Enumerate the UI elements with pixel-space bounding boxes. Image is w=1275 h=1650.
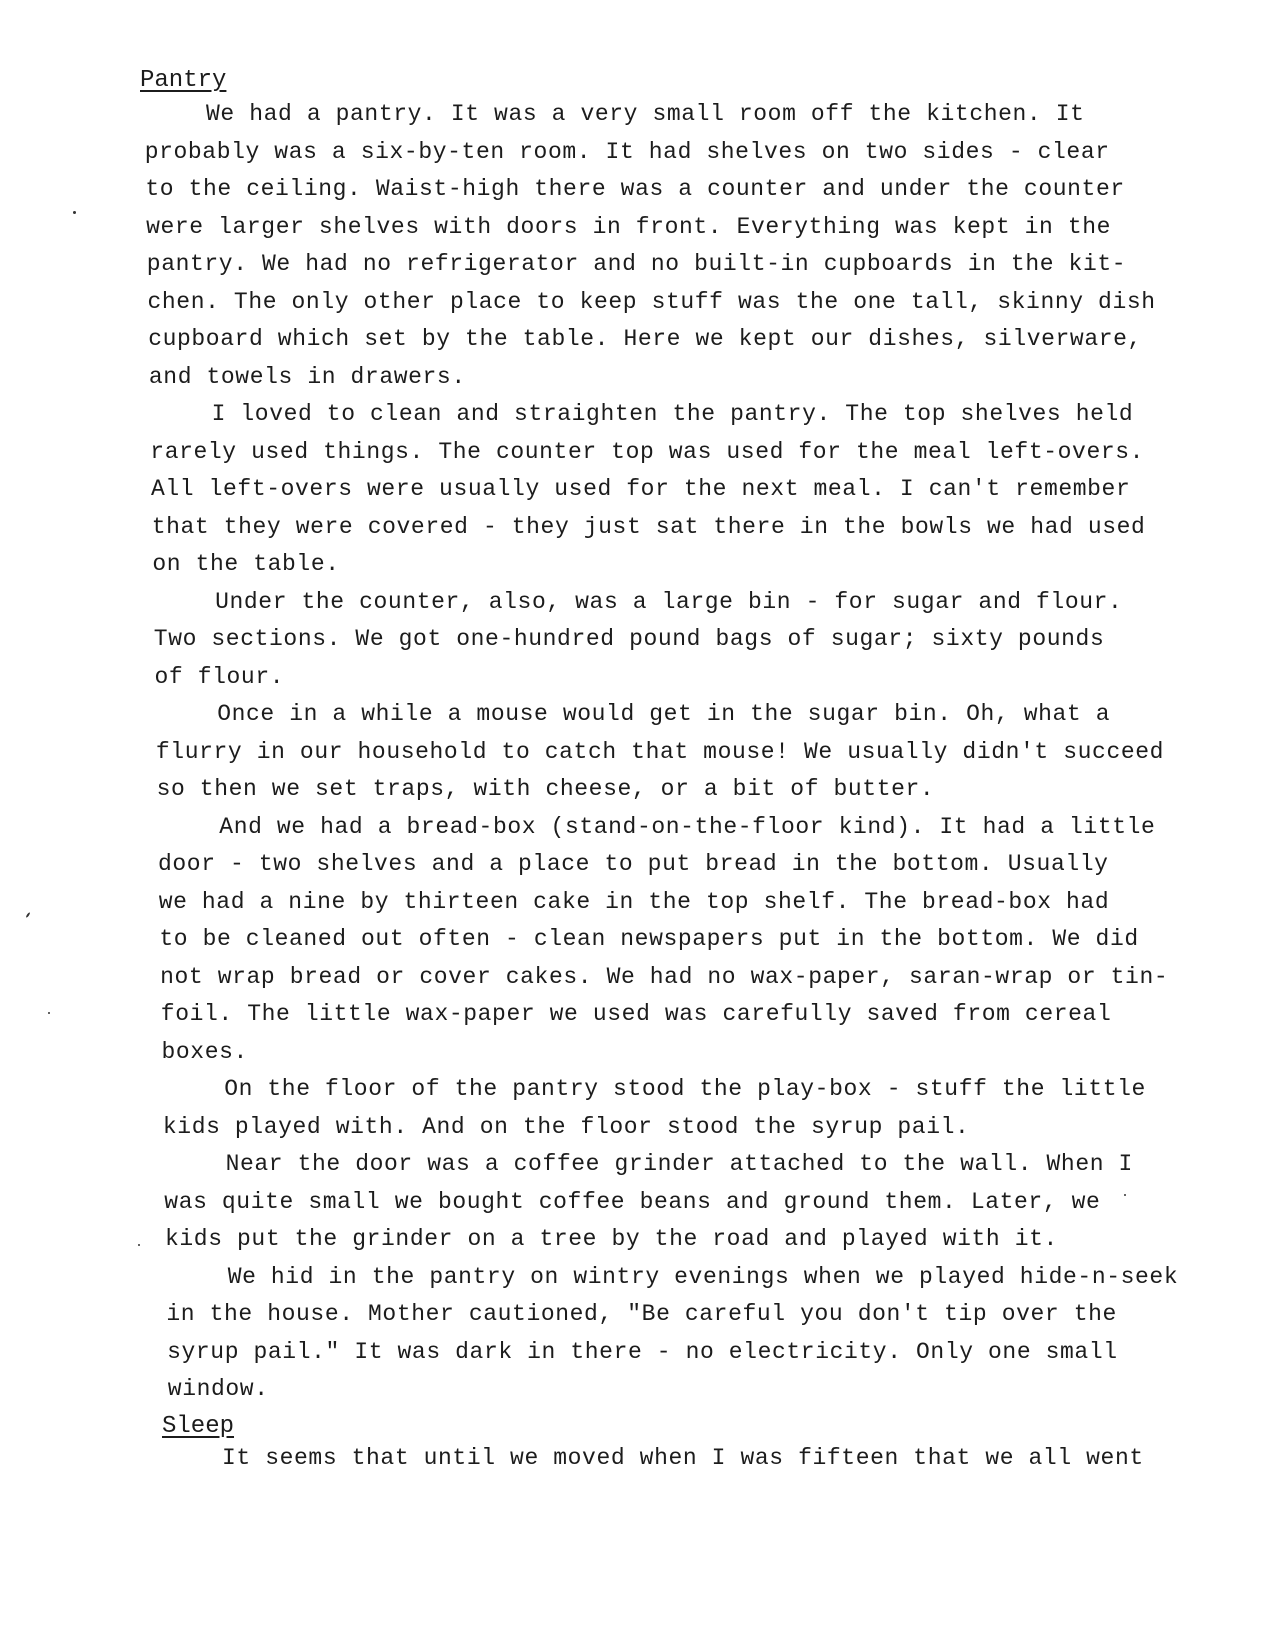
- text-line: on the table.: [152, 551, 340, 577]
- text-line: to be cleaned out often - clean newspapers put in the bottom. We did: [159, 926, 1139, 952]
- text-line: probably was a six-by-ten room. It had shelves on two sides - clear: [144, 138, 1110, 165]
- text-line: door - two shelves and a place to put bread in the bottom. Usually: [158, 851, 1109, 877]
- section-heading: Sleep: [162, 1413, 235, 1440]
- text-line: We had a pantry. It was a very small room off the kitchen. It: [206, 101, 1085, 127]
- text-line: Once in a while a mouse would get in the sugar bin. Oh, what a: [217, 701, 1111, 727]
- section-body: [160, 1440, 1270, 1478]
- text-line: rarely used things. The counter top was used for the meal left-overs.: [150, 438, 1145, 465]
- paragraph: [144, 396, 1254, 584]
- text-line: boxes.: [161, 1038, 248, 1065]
- text-line: flurry in our household to catch that mouse! We usually didn't succeed: [155, 738, 1165, 765]
- section-heading: Pantry: [140, 67, 227, 94]
- text-line: On the floor of the pantry stood the play-box - stuff the little: [224, 1076, 1146, 1102]
- paper-speck: [25, 912, 30, 918]
- text-line: was quite small we bought coffee beans and ground them. Later, we: [164, 1188, 1101, 1215]
- text-line: We hid in the pantry on wintry evenings when we played hide-n-seek: [227, 1263, 1179, 1290]
- text-line: chen. The only other place to keep stuff was the one tall, skinny dish: [147, 288, 1156, 315]
- text-line: cupboard which set by the table. Here we kept our dishes, silverware,: [148, 326, 1142, 352]
- text-line: And we had a bread-box (stand-on-the-floor kind). It had a little: [219, 813, 1156, 840]
- section-body: [144, 96, 1254, 1409]
- text-line: we had a nine by thirteen cake in the top shelf. The bread-box had: [158, 888, 1110, 915]
- paragraph: [144, 1259, 1254, 1409]
- text-line: so then we set traps, with cheese, or a bit of butter.: [156, 776, 935, 802]
- text-line: not wrap bread or cover cakes. We had no wax-paper, saran-wrap or tin-: [160, 963, 1169, 990]
- text-line: pantry. We had no refrigerator and no built-in cupboards in the kit-: [146, 251, 1127, 277]
- paper-speck: [48, 1012, 50, 1014]
- paragraph: [144, 96, 1254, 396]
- text-line: kids played with. And on the floor stood the syrup pail.: [162, 1113, 970, 1140]
- paragraph: [144, 696, 1254, 809]
- text-line: kids put the grinder on a tree by the road and played with it.: [165, 1226, 1058, 1252]
- text-line: that they were covered - they just sat there in the bowls we had used: [151, 513, 1146, 540]
- paragraph: [144, 809, 1254, 1072]
- text-line: All left-overs were usually used for the next meal. I can't remember: [151, 476, 1131, 502]
- text-line: It seems that until we moved when I was fifteen that we all went: [222, 1445, 1144, 1471]
- text-line: foil. The little wax-paper we used was carefully saved from cereal: [160, 1001, 1112, 1027]
- paragraph: [144, 1146, 1254, 1259]
- text-line: I loved to clean and straighten the pantry. The top shelves held: [211, 401, 1134, 427]
- paragraph: [144, 584, 1254, 697]
- text-line: were larger shelves with doors in front. Everything was kept in the: [146, 213, 1112, 240]
- text-line: and towels in drawers.: [148, 363, 466, 390]
- text-line: of flour.: [154, 663, 285, 690]
- text-line: in the house. Mother cautioned, "Be careful you don't tip over the: [166, 1301, 1117, 1327]
- text-line: Under the counter, also, was a large bin - for sugar and flour.: [215, 588, 1123, 615]
- paragraph: [144, 1071, 1254, 1146]
- text-line: Near the door was a coffee grinder attached to the wall. When I: [225, 1151, 1133, 1177]
- paragraph: [160, 1440, 1270, 1478]
- text-line: syrup pail." It was dark in there - no electricity. Only one small: [167, 1338, 1118, 1365]
- paper-speck: [73, 211, 76, 214]
- paper-speck: [1124, 1194, 1126, 1196]
- text-line: Two sections. We got one-hundred pound bags of sugar; sixty pounds: [153, 626, 1105, 652]
- text-line: to the ceiling. Waist-high there was a counter and under the counter: [145, 176, 1125, 202]
- text-line: window.: [167, 1376, 269, 1402]
- paper-speck: [138, 1244, 140, 1246]
